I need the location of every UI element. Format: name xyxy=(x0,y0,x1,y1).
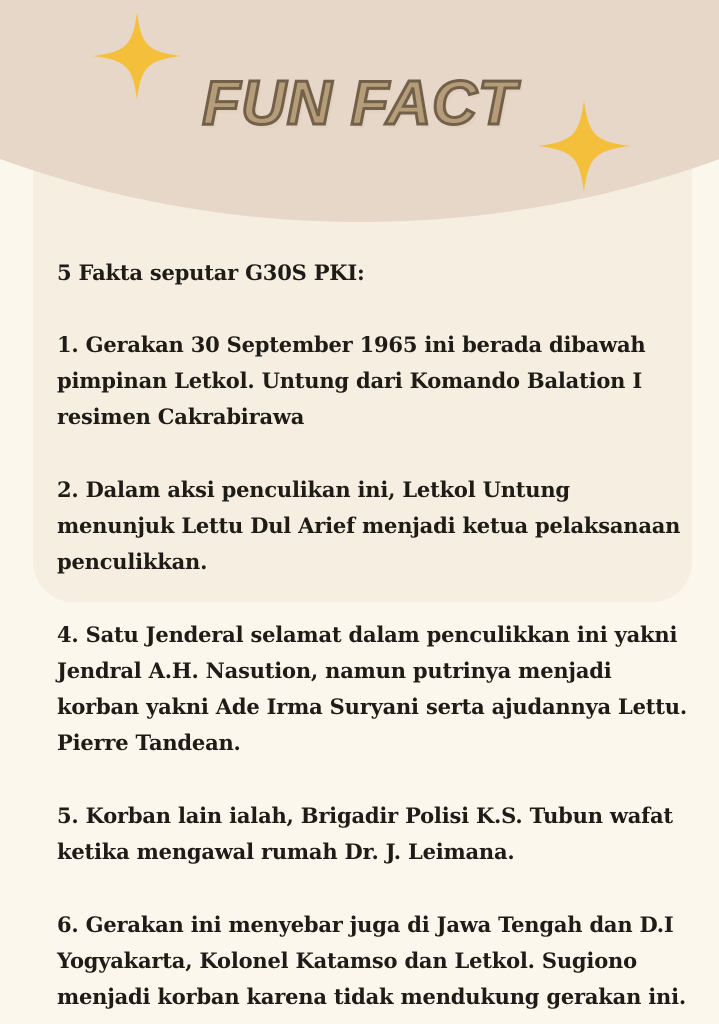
fact-1: 1. Gerakan 30 September 1965 ini berada dibawah pimpinan Letkol. Untung dari Komando Balation I resimen Cakrabirawa xyxy=(57,332,646,429)
fact-content xyxy=(57,255,687,1015)
fact-6: 6. Gerakan ini menyebar juga di Jawa Tengah dan D.I Yogyakarta, Kolonel Katamso dan Letkol. Sugiono menjadi korban karena tidak mendukung gerakan ini. xyxy=(57,912,686,1009)
fact-2: 2. Dalam aksi penculikan ini, Letkol Untung menunjuk Lettu Dul Arief menjadi ketua pelaksanaan penculikkan. xyxy=(57,477,681,574)
content-heading: 5 Fakta seputar G30S PKI: xyxy=(57,260,365,285)
fact-4: 4. Satu Jenderal selamat dalam penculikkan ini yakni Jendral A.H. Nasution, namun putrinya menjadi korban yakni Ade Irma Suryani serta ajudannya Lettu. Pierre Tandean. xyxy=(57,622,687,755)
page-title: FUN FACT xyxy=(202,69,517,138)
fact-5: 5. Korban lain ialah, Brigadir Polisi K.S. Tubun wafat ketika mengawal rumah Dr. J. Leimana. xyxy=(57,803,673,864)
